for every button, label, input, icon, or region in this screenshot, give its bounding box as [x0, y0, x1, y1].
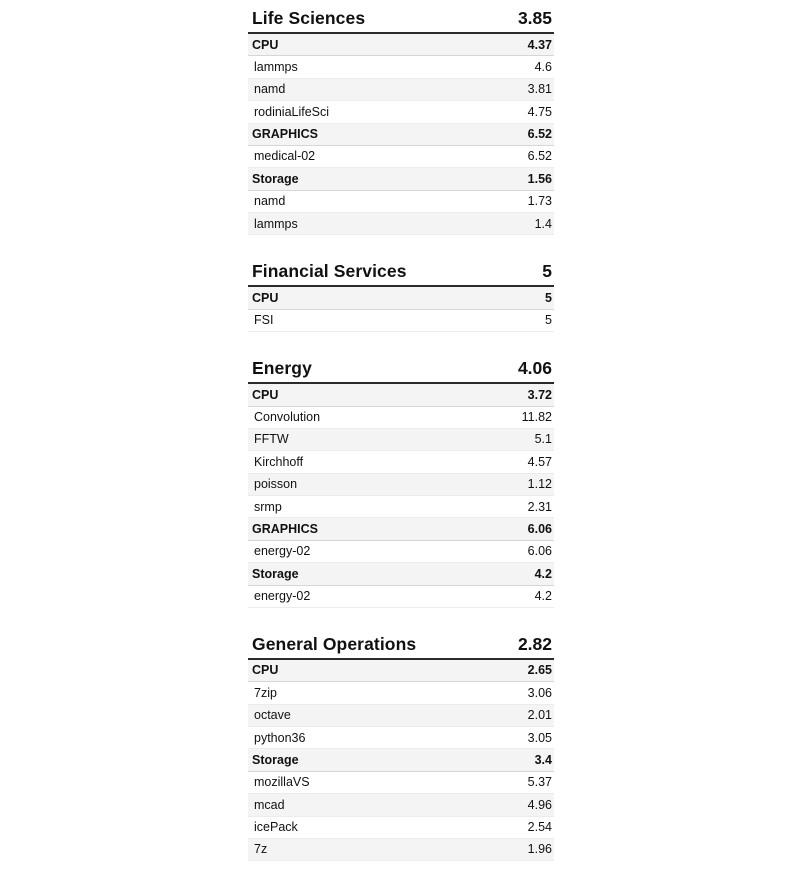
benchmark-section: [248, 8, 554, 235]
subsection-label: GRAPHICS: [252, 127, 318, 141]
benchmark-row: [248, 56, 554, 78]
benchmark-row: [248, 191, 554, 213]
subsection-value: 4.37: [527, 37, 552, 52]
subsection-value: 1.56: [527, 171, 552, 186]
subsection-row: [248, 384, 554, 406]
benchmark-value: 6.52: [527, 149, 552, 164]
benchmark-row: [248, 682, 554, 704]
benchmark-report: [248, 0, 554, 887]
subsection-label: CPU: [252, 290, 279, 305]
benchmark-value: 4.96: [527, 797, 552, 812]
subsection-value: 6.52: [527, 127, 552, 141]
benchmark-row: [248, 541, 554, 563]
benchmark-row: [248, 817, 554, 839]
benchmark-value: 6.06: [527, 544, 552, 559]
section-score: 4.06: [517, 358, 552, 379]
section-header: [248, 358, 554, 384]
subsection-label: GRAPHICS: [252, 521, 318, 536]
benchmark-row: [248, 146, 554, 168]
benchmark-value: 4.57: [527, 454, 552, 469]
benchmark-row: [248, 839, 554, 861]
benchmark-value: 3.81: [527, 82, 552, 97]
benchmark-label: 7z: [254, 842, 268, 857]
subsection-label: Storage: [252, 566, 299, 581]
subsection-label: CPU: [252, 387, 279, 402]
section-header: [248, 8, 554, 34]
subsection-row: [248, 124, 554, 146]
benchmark-row: [248, 772, 554, 794]
subsection-value: 2.65: [527, 663, 552, 678]
subsection-row: [248, 34, 554, 56]
benchmark-label: lammps: [254, 59, 298, 74]
section-score: 5: [542, 261, 552, 282]
subsection-label: CPU: [252, 37, 279, 52]
benchmark-label: rodiniaLifeSci: [254, 104, 330, 119]
benchmark-value: 1.73: [527, 194, 552, 209]
benchmark-label: Convolution: [254, 410, 321, 424]
benchmark-label: icePack: [254, 820, 298, 834]
benchmark-label: FSI: [254, 313, 274, 328]
benchmark-label: mozillaVS: [254, 775, 310, 790]
benchmark-value: 3.05: [527, 730, 552, 745]
benchmark-value: 1.96: [527, 842, 552, 857]
benchmark-row: [248, 586, 554, 608]
section-title: General Operations: [252, 633, 417, 654]
benchmark-label: medical-02: [254, 149, 316, 164]
benchmark-label: octave: [254, 708, 291, 723]
benchmark-row: [248, 79, 554, 101]
section-header: [248, 634, 554, 660]
benchmark-row: [248, 213, 554, 235]
subsection-row: [248, 660, 554, 682]
section-title: Life Sciences: [252, 8, 366, 28]
benchmark-row: [248, 407, 554, 429]
subsection-value: 3.72: [527, 387, 552, 402]
benchmark-label: energy-02: [254, 589, 311, 603]
benchmark-label: mcad: [254, 797, 285, 812]
benchmark-label: namd: [254, 82, 286, 97]
benchmark-row: [248, 794, 554, 816]
subsection-row: [248, 287, 554, 309]
subsection-label: CPU: [252, 663, 279, 678]
benchmark-label: srmp: [254, 499, 282, 514]
benchmark-label: FFTW: [254, 432, 289, 447]
subsection-label: Storage: [252, 752, 299, 767]
benchmark-label: lammps: [254, 216, 298, 231]
benchmark-value: 3.06: [527, 685, 552, 700]
benchmark-value: 5: [545, 313, 552, 328]
benchmark-value: 5.1: [534, 432, 552, 447]
benchmark-section: [248, 261, 554, 332]
benchmark-value: 5.37: [527, 775, 552, 790]
benchmark-row: [248, 451, 554, 473]
benchmark-label: 7zip: [254, 685, 277, 700]
benchmark-value: 11.82: [521, 410, 552, 424]
benchmark-row: [248, 429, 554, 451]
benchmark-row: [248, 705, 554, 727]
benchmark-label: python36: [254, 730, 306, 745]
benchmark-row: [248, 727, 554, 749]
benchmark-row: [248, 101, 554, 123]
section-header: [248, 261, 554, 287]
benchmark-value: 4.2: [534, 589, 552, 603]
section-title: Energy: [252, 358, 312, 379]
subsection-value: 3.4: [534, 752, 552, 767]
benchmark-value: 4.6: [534, 59, 552, 74]
benchmark-row: [248, 474, 554, 496]
section-title: Financial Services: [252, 261, 407, 282]
subsection-row: [248, 749, 554, 771]
subsection-row: [248, 168, 554, 190]
benchmark-value: 2.01: [527, 708, 552, 723]
benchmark-value: 2.54: [527, 820, 552, 834]
benchmark-value: 1.12: [527, 477, 552, 492]
benchmark-label: namd: [254, 194, 286, 209]
benchmark-value: 2.31: [527, 499, 552, 514]
benchmark-value: 1.4: [534, 216, 552, 231]
subsection-value: 4.2: [534, 566, 552, 581]
benchmark-label: Kirchhoff: [254, 454, 304, 469]
benchmark-label: energy-02: [254, 544, 311, 559]
section-score: 2.82: [517, 633, 552, 654]
benchmark-section: [248, 634, 554, 861]
subsection-row: [248, 563, 554, 585]
benchmark-row: [248, 496, 554, 518]
benchmark-section: [248, 358, 554, 608]
section-score: 3.85: [517, 8, 552, 28]
benchmark-row: [248, 310, 554, 332]
benchmark-label: poisson: [254, 477, 298, 492]
subsection-value: 5: [545, 290, 552, 305]
subsection-value: 6.06: [527, 521, 552, 536]
subsection-label: Storage: [252, 171, 299, 186]
subsection-row: [248, 518, 554, 540]
benchmark-value: 4.75: [527, 104, 552, 119]
